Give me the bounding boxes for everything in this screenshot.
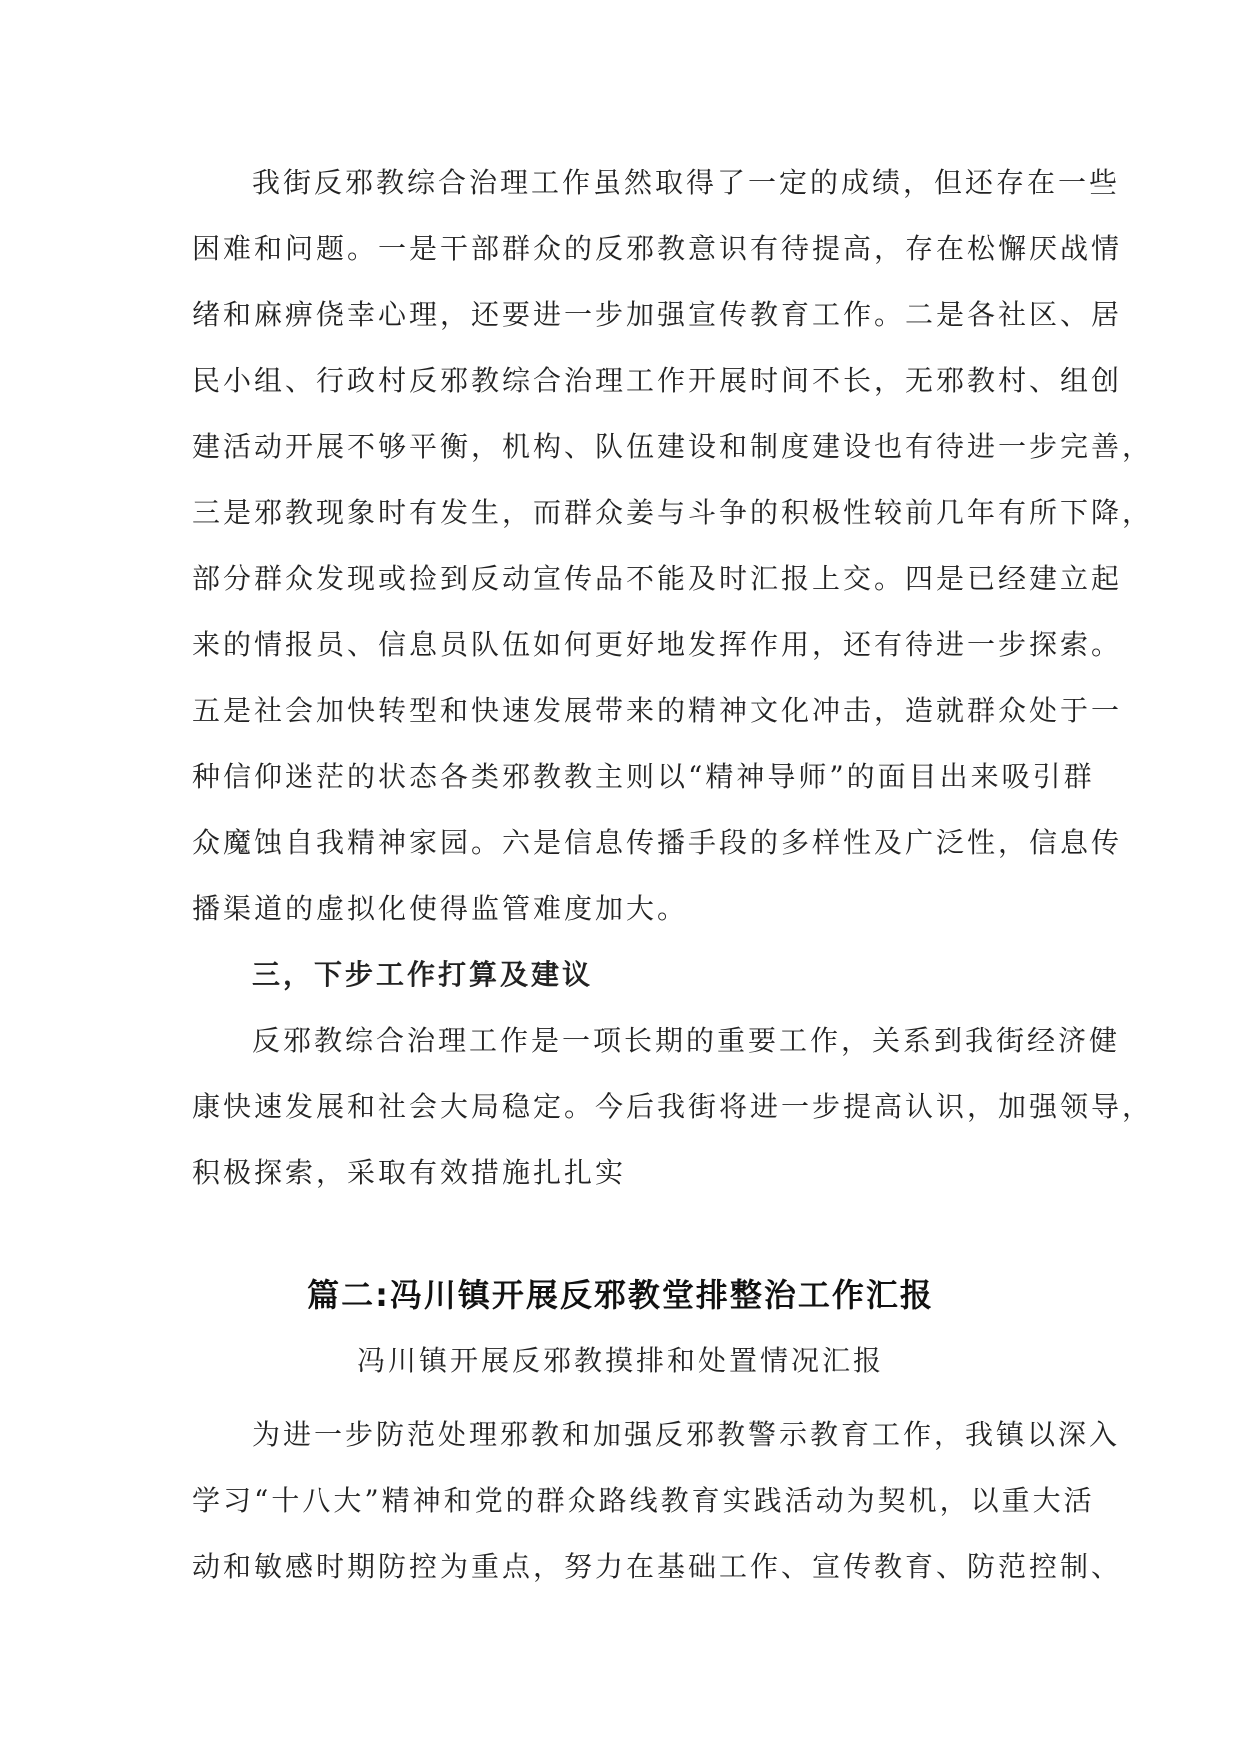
body-text-section-2 bbox=[192, 1402, 1123, 1600]
paragraph-line: 种信仰迷茫的状态各类邪教教主则以“精神导师”的面目出来吸引群 bbox=[192, 760, 1095, 793]
paragraph-line: 三是邪教现象时有发生，而群众姜与斗争的积极性较前几年有所下降， bbox=[192, 496, 1154, 529]
article-title: 篇二:冯川镇开展反邪教堂排整治工作汇报 bbox=[307, 1276, 934, 1314]
paragraph-line: 反邪教综合治理工作是一项长期的重要工作，关系到我街经济健 bbox=[252, 1024, 1121, 1057]
paragraph-line: 困难和问题。一是干部群众的反邪教意识有待提高，存在松懈厌战情 bbox=[192, 232, 1123, 265]
paragraph-line: 为进一步防范处理邪教和加强反邪教警示教育工作，我镇以深入 bbox=[252, 1418, 1121, 1451]
article-subtitle: 冯川镇开展反邪教摸排和处置情况汇报 bbox=[356, 1344, 884, 1377]
paragraph-line: 部分群众发现或捡到反动宣传品不能及时汇报上交。四是已经建立起 bbox=[192, 562, 1123, 595]
section-heading: 三，下步工作打算及建议 bbox=[252, 958, 594, 991]
paragraph-line: 来的情报员、信息员队伍如何更好地发挥作用，还有待进一步探索。 bbox=[192, 628, 1123, 661]
paragraph-line: 播渠道的虚拟化使得监管难度加大。 bbox=[192, 892, 689, 925]
paragraph-line: 建活动开展不够平衡，机构、队伍建设和制度建设也有待进一步完善， bbox=[192, 430, 1154, 463]
paragraph-line: 动和敏感时期防控为重点，努力在基础工作、宣传教育、防范控制、 bbox=[192, 1550, 1123, 1583]
paragraph-line: 众魔蚀自我精神家园。六是信息传播手段的多样性及广泛性，信息传 bbox=[192, 826, 1123, 859]
paragraph-line: 绪和麻痹侥幸心理，还要进一步加强宣传教育工作。二是各社区、居 bbox=[192, 298, 1123, 331]
paragraph-line: 积极探索，采取有效措施扎扎实 bbox=[192, 1156, 627, 1189]
paragraph-line: 五是社会加快转型和快速发展带来的精神文化冲击，造就群众处于一 bbox=[192, 694, 1123, 727]
paragraph-line: 民小组、行政村反邪教综合治理工作开展时间不长，无邪教村、组创 bbox=[192, 364, 1123, 397]
paragraph-line: 我街反邪教综合治理工作虽然取得了一定的成绩，但还存在一些 bbox=[252, 166, 1121, 199]
paragraph-line: 康快速发展和社会大局稳定。今后我街将进一步提高认识，加强领导， bbox=[192, 1090, 1154, 1123]
body-text-section-1 bbox=[192, 150, 1154, 1206]
paragraph-line: 学习“十八大”精神和党的群众路线教育实践活动为契机，以重大活 bbox=[192, 1484, 1095, 1517]
